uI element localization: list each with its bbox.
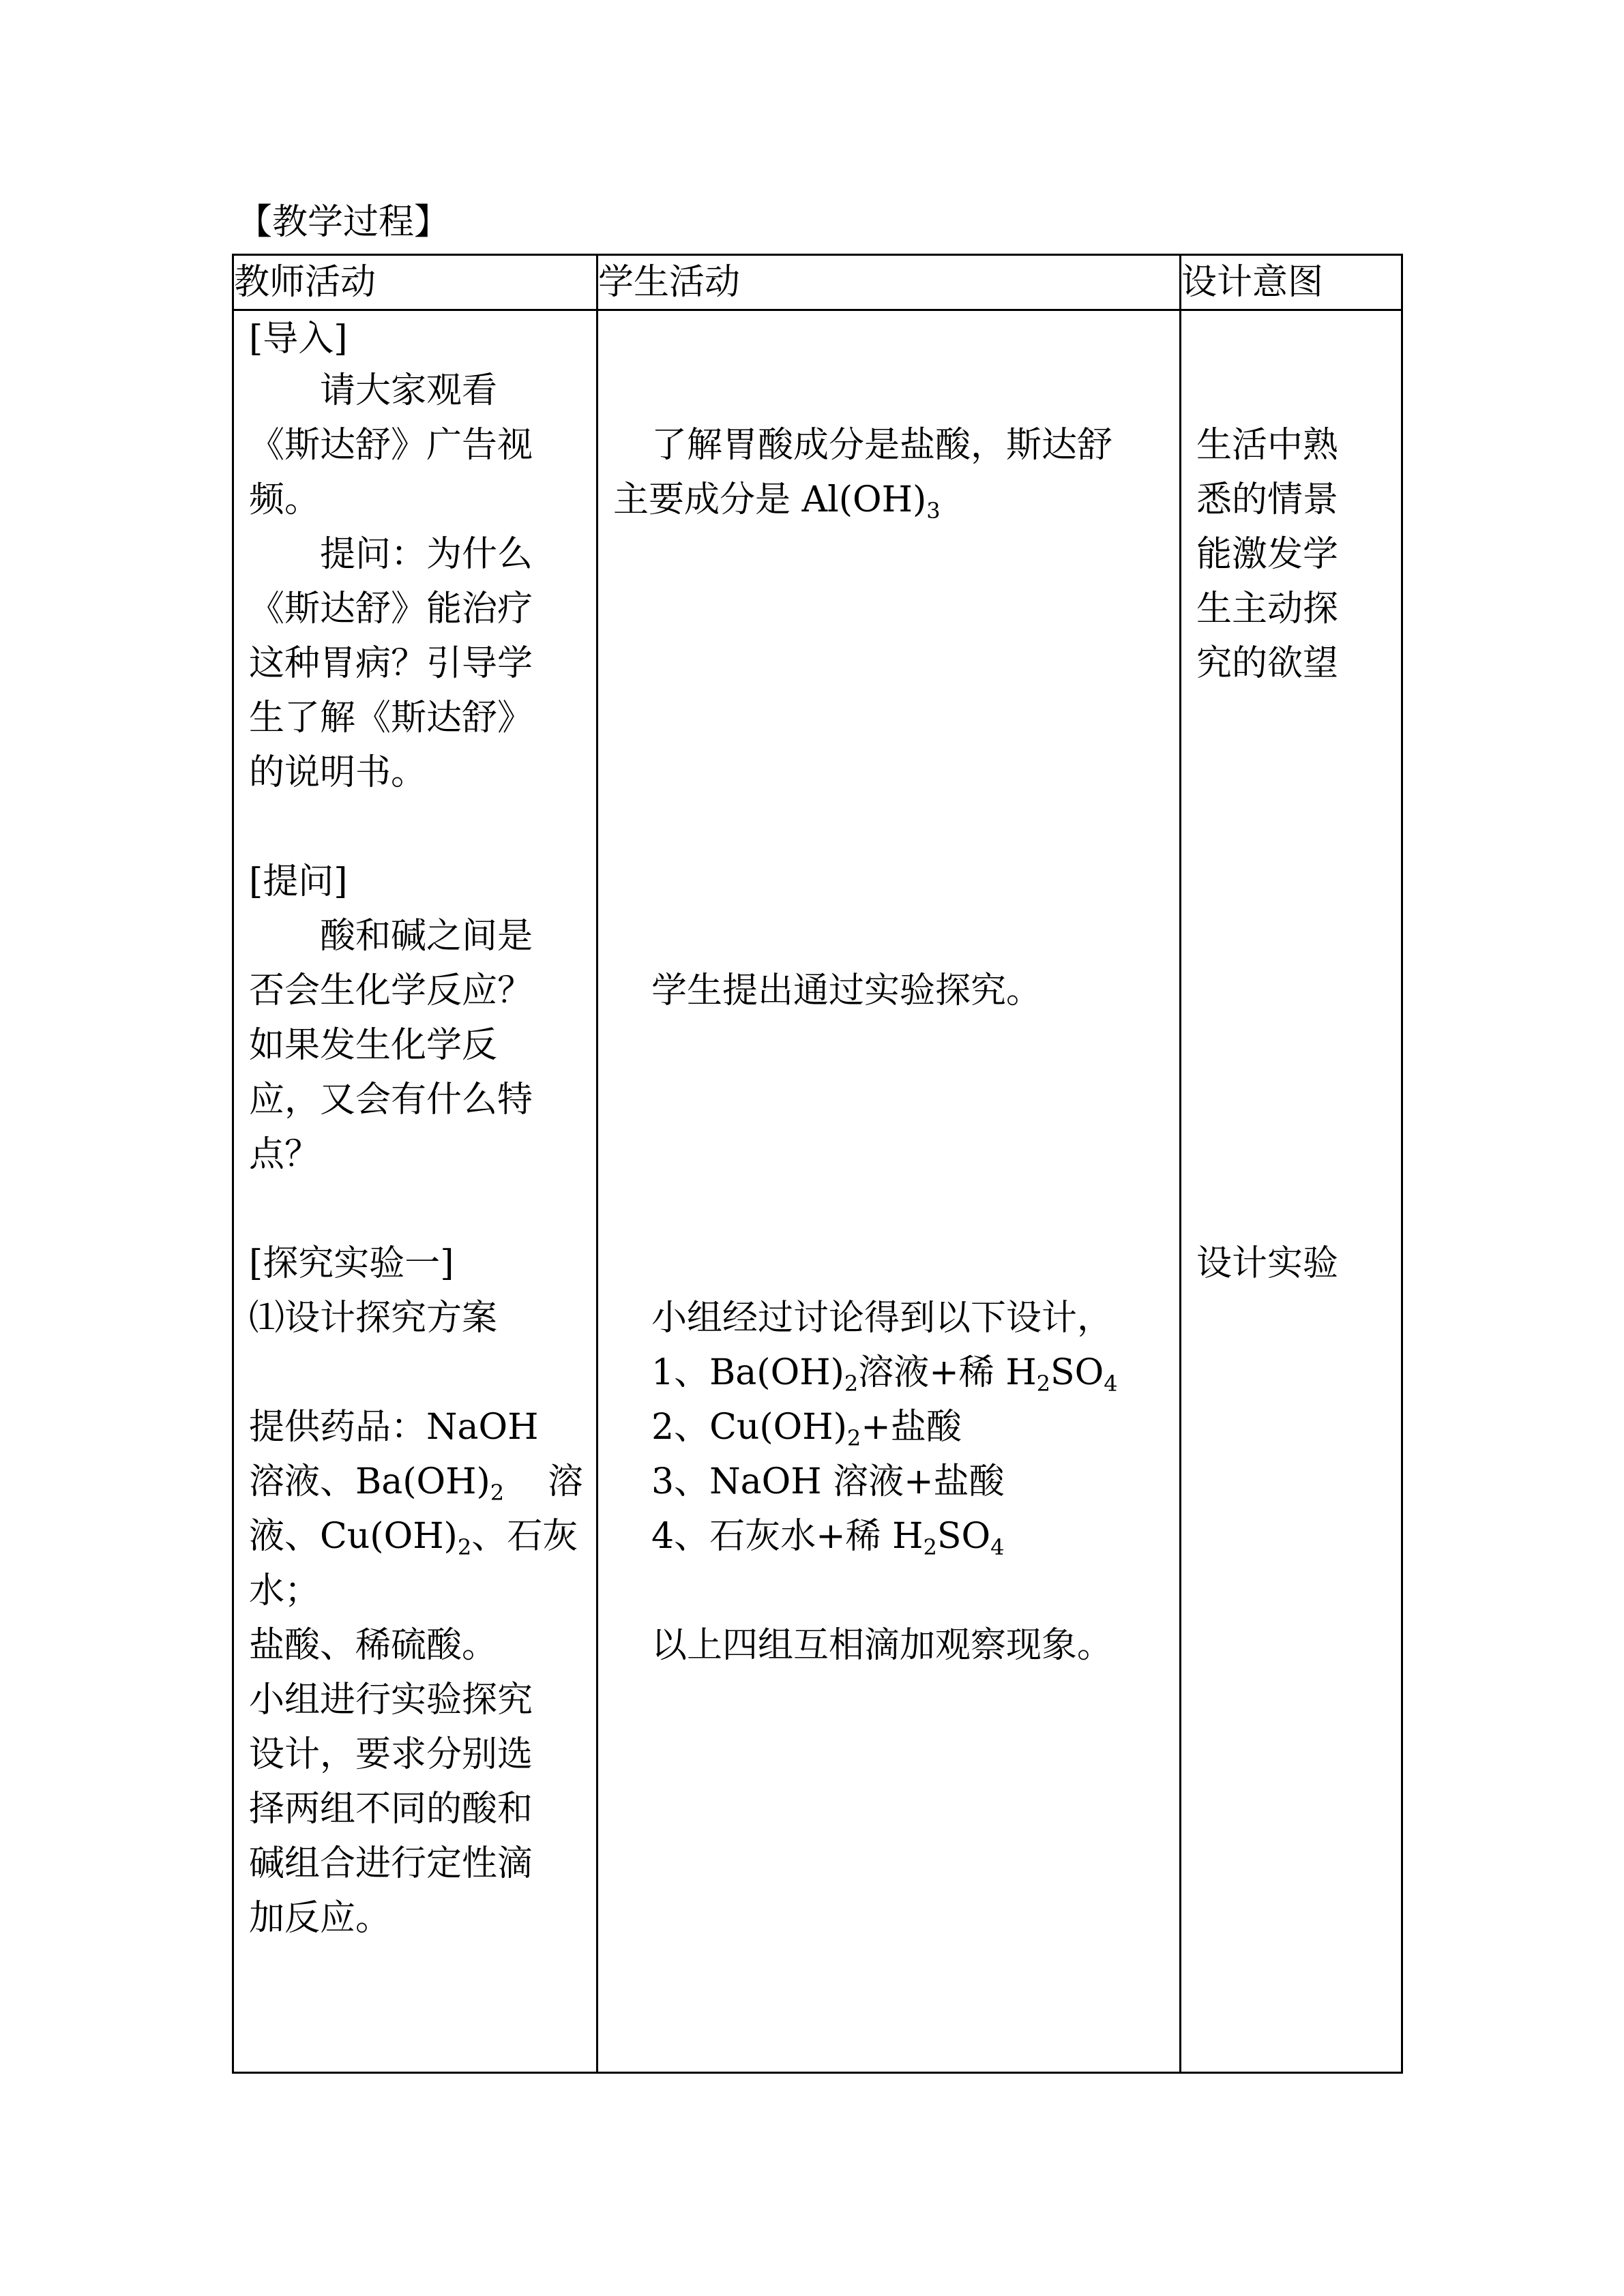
drug-text: 液、Cu(OH) [249, 1516, 458, 1557]
drug-line [249, 1458, 583, 1506]
design-item [613, 1403, 962, 1451]
student-activity-cell [597, 310, 1181, 2073]
intent-line: 究的欲望 [1196, 643, 1339, 684]
ask-line: 这种胃病？引导学 [249, 643, 533, 684]
drug-text: 溶 [547, 1461, 583, 1502]
design-text: 2、Cu(OH) [651, 1407, 847, 1448]
design-text: 溶液+稀 H [858, 1352, 1037, 1393]
subscript: 2 [490, 1480, 505, 1506]
design-text: 1、Ba(OH) [651, 1352, 844, 1393]
question-line: 酸和碱之间是 [320, 916, 533, 957]
student-line: 学生提出通过实验探究。 [651, 970, 1042, 1011]
experiment-tag: [探究实验一] [249, 1243, 454, 1284]
student-line [613, 476, 941, 524]
drug-line: 水； [249, 1570, 321, 1611]
question-line: 否会生化学反应？ [249, 970, 533, 1011]
drug-text: 、石灰 [471, 1516, 578, 1557]
header-teacher-activity: 教师活动 [233, 255, 597, 310]
question-line: 如果发生化学反 [249, 1025, 498, 1066]
drug-text: 溶液、Ba(OH) [249, 1461, 490, 1502]
question-line: 应，又会有什么特 [249, 1079, 533, 1120]
design-item [613, 1512, 1005, 1560]
design-text: 4、石灰水+稀 H [651, 1516, 924, 1557]
section-heading: 【教学过程】 [237, 202, 450, 243]
subscript: 2 [923, 1534, 937, 1560]
design-item: 3、NaOH 溶液+盐酸 [651, 1461, 1005, 1502]
question-tag: [提问] [249, 861, 348, 902]
header-student-activity: 学生活动 [597, 255, 1181, 310]
design-text: +盐酸 [861, 1407, 962, 1448]
ask-line: 的说明书。 [249, 752, 427, 793]
ask-line: 《斯达舒》能治疗 [249, 588, 533, 629]
intro-line: 《斯达舒》广告视 [249, 425, 533, 466]
drug-line: 盐酸、稀硫酸。 [249, 1625, 498, 1666]
student-text: 主要成分是 Al(OH) [613, 479, 927, 520]
subscript: 2 [1036, 1371, 1051, 1397]
group-line: 设计，要求分别选 [249, 1734, 533, 1775]
student-line: 小组经过讨论得到以下设计， [651, 1298, 1113, 1339]
intro-line: 请大家观看 [320, 370, 498, 411]
student-line: 了解胃酸成分是盐酸，斯达舒 [651, 425, 1113, 466]
table-header-row [233, 255, 1402, 310]
intent-line: 悉的情景 [1196, 479, 1339, 520]
subscript: 2 [844, 1371, 859, 1397]
teaching-process-table [232, 254, 1403, 2074]
subscript: 2 [457, 1534, 472, 1560]
table-body-row [233, 310, 1402, 2073]
question-line: 点？ [249, 1134, 321, 1175]
group-line: 加反应。 [249, 1898, 392, 1939]
ask-line: 提问：为什么 [320, 534, 533, 575]
drug-line: 提供药品：NaOH [249, 1407, 539, 1448]
intro-tag: [导入] [249, 318, 348, 359]
design-item [613, 1349, 1118, 1397]
intent-line: 生主动探 [1196, 588, 1339, 629]
subscript: 2 [846, 1425, 861, 1451]
teacher-activity-cell [233, 310, 597, 2073]
intent-line: 设计实验 [1196, 1243, 1339, 1284]
drug-line [249, 1512, 578, 1560]
design-text: SO [936, 1516, 991, 1557]
group-line: 择两组不同的酸和 [249, 1789, 533, 1830]
intent-line: 能激发学 [1196, 534, 1339, 575]
design-text: SO [1050, 1352, 1104, 1393]
intro-line: 频。 [249, 479, 321, 520]
header-design-intent: 设计意图 [1181, 255, 1402, 310]
group-line: 碱组合进行定性滴 [249, 1843, 533, 1884]
design-intent-cell [1181, 310, 1402, 2073]
student-line: 以上四组互相滴加观察现象。 [651, 1625, 1113, 1666]
ask-line: 生了解《斯达舒》 [249, 698, 533, 739]
subscript: 3 [926, 498, 941, 524]
group-line: 小组进行实验探究 [249, 1680, 533, 1720]
intent-line: 生活中熟 [1196, 425, 1339, 466]
subscript: 4 [1104, 1371, 1118, 1397]
subscript: 4 [990, 1534, 1005, 1560]
experiment-step: ⑴设计探究方案 [249, 1298, 498, 1339]
